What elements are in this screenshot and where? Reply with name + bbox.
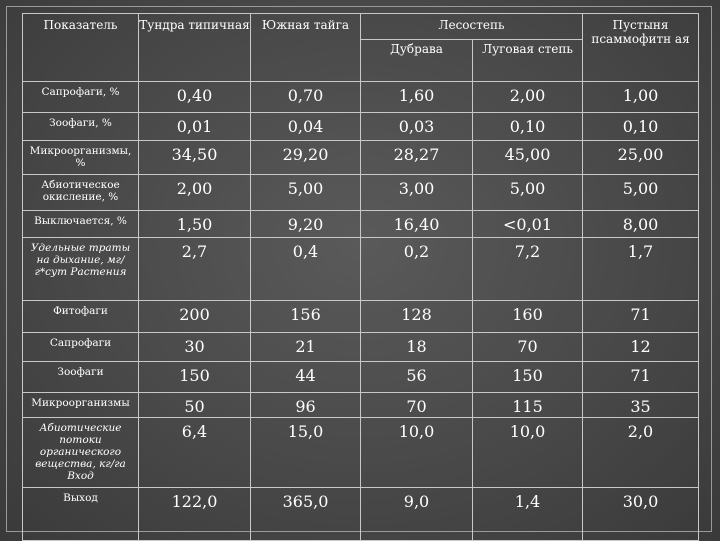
table-cell: 0,2 (361, 238, 473, 301)
table-cell: 25,00 (583, 141, 699, 175)
header-forest-steppe: Лесостепь (361, 14, 583, 40)
table-cell: 29,20 (251, 141, 361, 175)
table-cell: 9,20 (251, 211, 361, 238)
table-cell: 70 (473, 333, 583, 362)
table-cell: 5,00 (251, 175, 361, 211)
row-label: Микроорганизмы (23, 393, 139, 418)
table-cell: 0,40 (139, 82, 251, 113)
table-cell: 56 (361, 362, 473, 393)
table-cell: 2,00 (139, 175, 251, 211)
table-cell: 122,0 (139, 488, 251, 541)
header-taiga: Южная тайга (251, 14, 361, 82)
table-cell: 0,4 (251, 238, 361, 301)
table-cell: 70 (361, 393, 473, 418)
table-cell: 16,40 (361, 211, 473, 238)
table-cell: 150 (473, 362, 583, 393)
table-cell: 10,0 (473, 418, 583, 488)
table-cell: 15,0 (251, 418, 361, 488)
table-cell: 5,00 (473, 175, 583, 211)
row-label: Абиотическое окисление, % (23, 175, 139, 211)
table-cell: 0,01 (139, 113, 251, 141)
table-cell: 28,27 (361, 141, 473, 175)
table-cell: 200 (139, 301, 251, 333)
row-label: Фитофаги (23, 301, 139, 333)
table-row (23, 488, 699, 541)
table-cell: 44 (251, 362, 361, 393)
table-cell: 0,10 (473, 113, 583, 141)
table-cell: 150 (139, 362, 251, 393)
table-cell: 1,4 (473, 488, 583, 541)
table-cell: 30,0 (583, 488, 699, 541)
table-cell: 2,0 (583, 418, 699, 488)
table-cell: 115 (473, 393, 583, 418)
header-desert: Пустыня псаммофитн ая (583, 14, 699, 82)
row-label: Удельные траты на дыхание, мг/г*сут Растения (23, 238, 139, 301)
table-cell: 2,7 (139, 238, 251, 301)
table-cell: 6,4 (139, 418, 251, 488)
row-label: Выход (23, 488, 139, 541)
table-row (23, 333, 699, 362)
table-cell: 3,00 (361, 175, 473, 211)
row-label: Абиотические потоки органического вещества, кг/га Вход (23, 418, 139, 488)
table-cell: 156 (251, 301, 361, 333)
table-row (23, 362, 699, 393)
table-row (23, 175, 699, 211)
table-cell: 96 (251, 393, 361, 418)
table-row (23, 113, 699, 141)
table-cell: <0,01 (473, 211, 583, 238)
table-cell: 8,00 (583, 211, 699, 238)
row-label: Выключается, % (23, 211, 139, 238)
table-row (23, 418, 699, 488)
table-cell: 21 (251, 333, 361, 362)
row-label: Зоофаги, % (23, 113, 139, 141)
table-cell: 0,03 (361, 113, 473, 141)
data-table (22, 13, 699, 541)
header-oak: Дубрава (361, 40, 473, 82)
row-label: Зоофаги (23, 362, 139, 393)
table-cell: 9,0 (361, 488, 473, 541)
table-cell: 1,7 (583, 238, 699, 301)
header-row-1 (23, 14, 699, 40)
table-row (23, 82, 699, 113)
table-cell: 18 (361, 333, 473, 362)
row-label: Микроорганизмы, % (23, 141, 139, 175)
header-meadow: Луговая степь (473, 40, 583, 82)
table-row (23, 141, 699, 175)
table-cell: 128 (361, 301, 473, 333)
row-label: Сапрофаги, % (23, 82, 139, 113)
table-cell: 1,60 (361, 82, 473, 113)
table-body (23, 82, 699, 541)
table-cell: 0,10 (583, 113, 699, 141)
table-cell: 10,0 (361, 418, 473, 488)
table-cell: 1,50 (139, 211, 251, 238)
table-cell: 50 (139, 393, 251, 418)
table-cell: 365,0 (251, 488, 361, 541)
table-cell: 45,00 (473, 141, 583, 175)
table-row (23, 301, 699, 333)
table-cell: 160 (473, 301, 583, 333)
table-cell: 71 (583, 301, 699, 333)
header-indicator: Показатель (23, 14, 139, 82)
table-cell: 0,70 (251, 82, 361, 113)
table-cell: 71 (583, 362, 699, 393)
header-tundra: Тундра типичная (139, 14, 251, 82)
table-row (23, 211, 699, 238)
table-cell: 12 (583, 333, 699, 362)
table-cell: 0,04 (251, 113, 361, 141)
table-cell: 7,2 (473, 238, 583, 301)
table-cell: 34,50 (139, 141, 251, 175)
table-row (23, 238, 699, 301)
row-label: Сапрофаги (23, 333, 139, 362)
table-cell: 30 (139, 333, 251, 362)
table-cell: 1,00 (583, 82, 699, 113)
table-cell: 5,00 (583, 175, 699, 211)
table-cell: 35 (583, 393, 699, 418)
table-cell: 2,00 (473, 82, 583, 113)
table-row (23, 393, 699, 418)
